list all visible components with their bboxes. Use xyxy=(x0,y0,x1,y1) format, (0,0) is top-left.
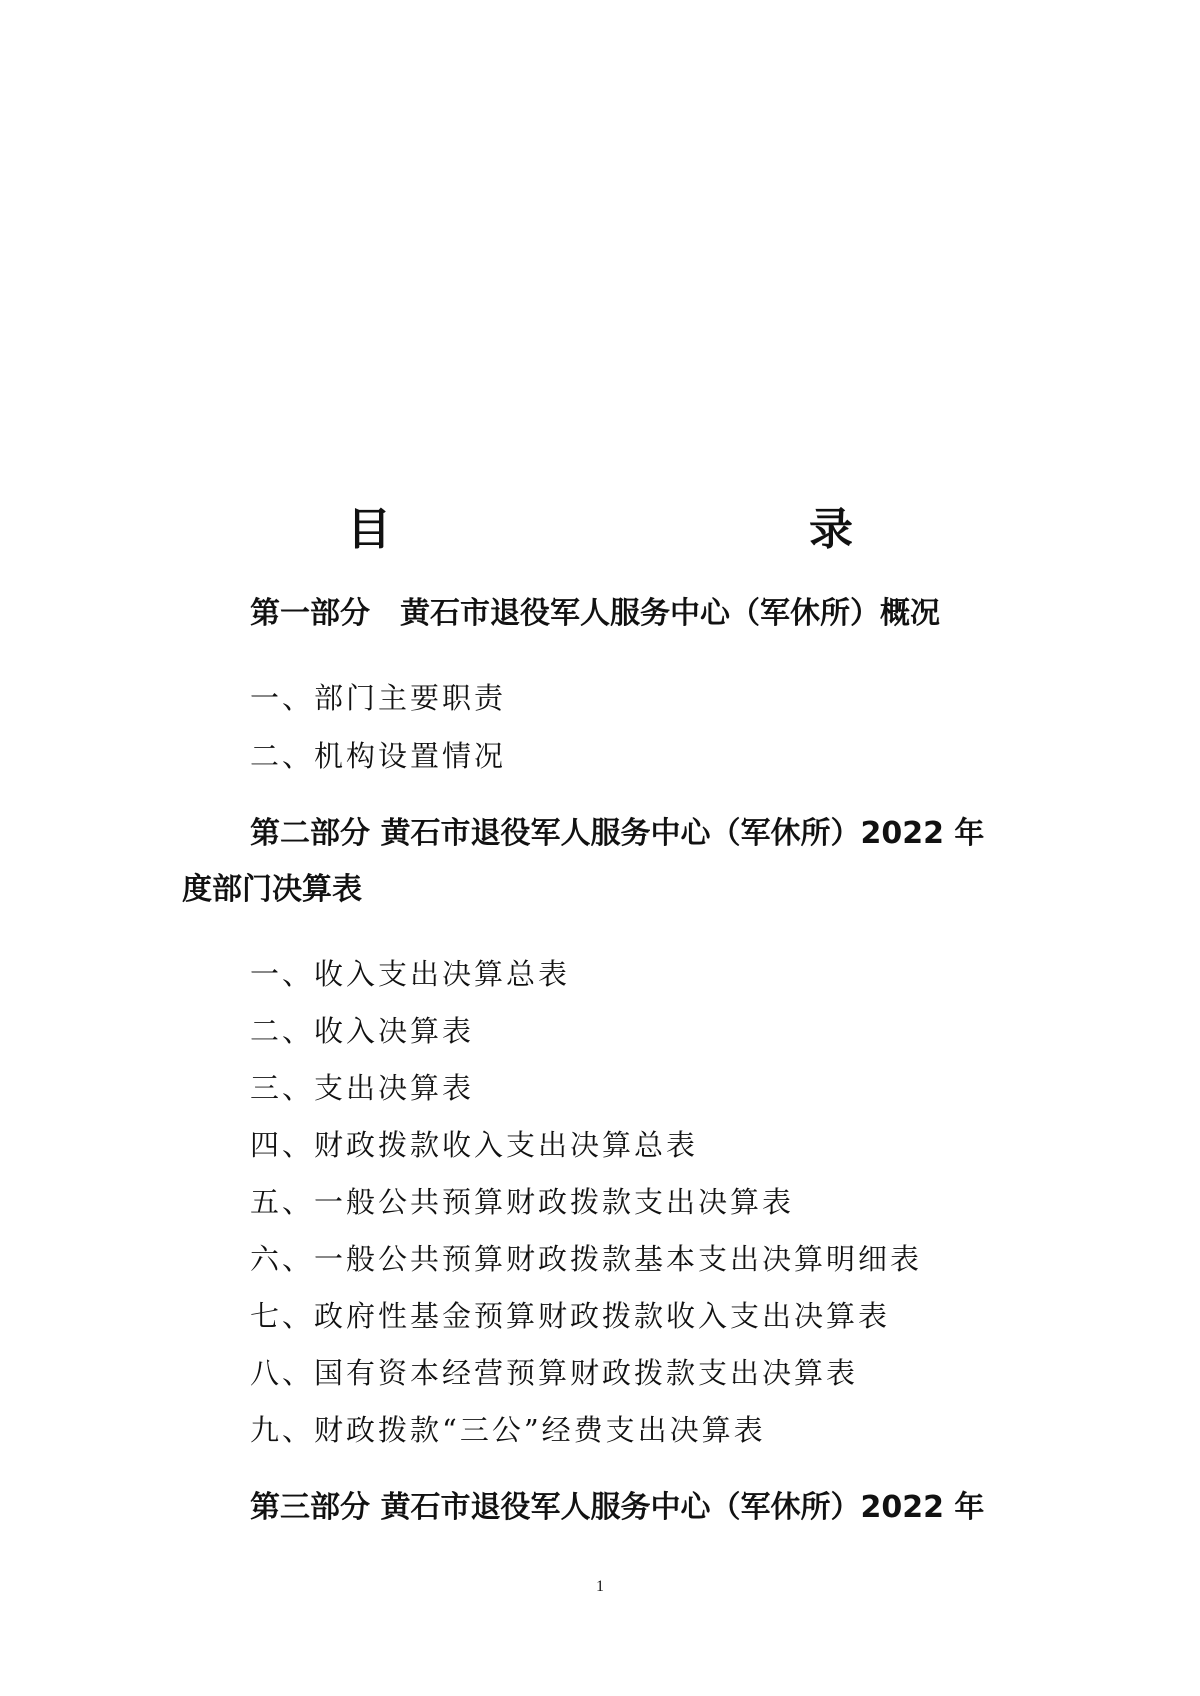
part2-item-2: 二、收入决算表 xyxy=(250,1014,475,1048)
part2-item-1: 一、收入支出决算总表 xyxy=(250,957,571,991)
part3-heading-line1: 第三部分 黄石市退役军人服务中心（军休所）2022 年 xyxy=(250,1490,985,1525)
part2-item-5: 五、一般公共预算财政拨款支出决算表 xyxy=(250,1185,795,1219)
part1-heading: 第一部分 黄石市退役军人服务中心（军休所）概况 xyxy=(250,596,940,631)
part2-item-7: 七、政府性基金预算财政拨款收入支出决算表 xyxy=(250,1299,891,1333)
part2-item-6: 六、一般公共预算财政拨款基本支出决算明细表 xyxy=(250,1242,923,1276)
part2-item-3: 三、支出决算表 xyxy=(250,1071,475,1105)
part2-heading-line2: 度部门决算表 xyxy=(182,872,362,907)
part2-item-9: 九、财政拨款“三公”经费支出决算表 xyxy=(250,1413,766,1447)
page-number: 1 xyxy=(596,1578,604,1595)
part1-item-1: 一、部门主要职责 xyxy=(250,681,507,715)
toc-title: 目 录 xyxy=(347,504,963,555)
part1-item-2: 二、机构设置情况 xyxy=(250,739,507,773)
part2-heading-line1: 第二部分 黄石市退役军人服务中心（军休所）2022 年 xyxy=(250,816,985,851)
part2-item-8: 八、国有资本经营预算财政拨款支出决算表 xyxy=(250,1356,859,1390)
part2-item-4: 四、财政拨款收入支出决算总表 xyxy=(250,1128,699,1162)
